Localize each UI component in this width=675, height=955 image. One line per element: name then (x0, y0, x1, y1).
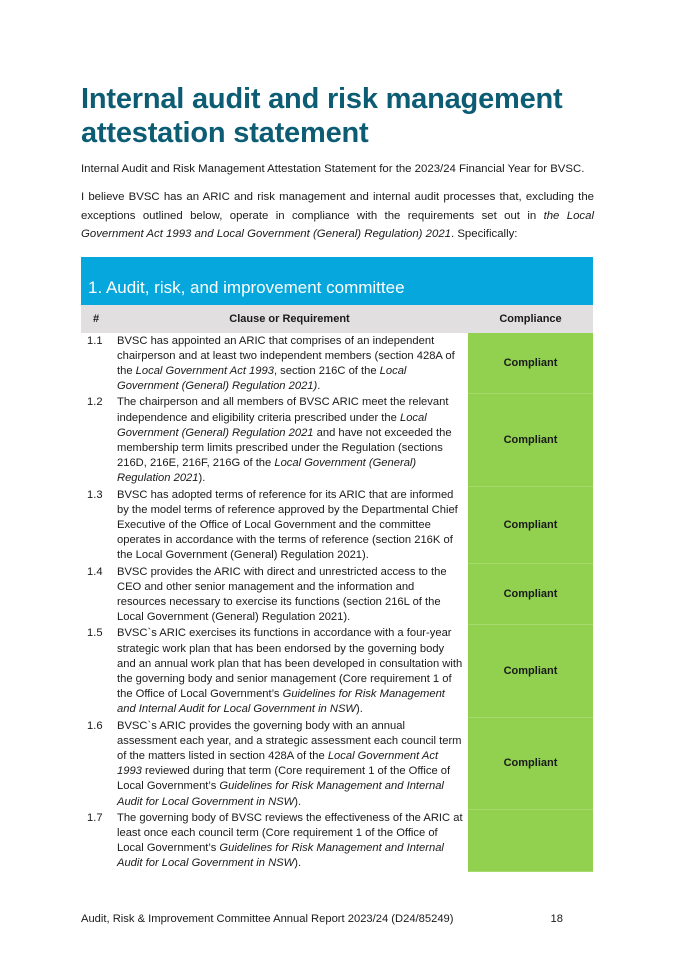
clause-text: reviewed during that term (Core requirement 1 of the Office of Local Government’s (117, 765, 451, 793)
compliance-status: Compliant (468, 564, 593, 626)
table-body (81, 333, 593, 872)
intro-legislation: the Local Government Act 1993 and Local Government (General) Regulation) 2021 (81, 209, 594, 240)
legislation-reference: Local Government (General) Regulation 2021 (117, 457, 417, 485)
clause-text: . (317, 380, 321, 393)
compliance-status: Compliant (468, 625, 593, 717)
table-row (81, 625, 593, 717)
clause-text: BVSC`s ARIC exercises its functions in accordance with a four-year strategic work plan that has been endorsed by the governing body and an annual work plan that has been developed in consultation with the governing body and senior management (Core requirement 1 of the Office of Local Government’s (117, 627, 463, 701)
legislation-reference: Local Government Act 1993 (117, 749, 439, 778)
row-clause (111, 394, 463, 486)
row-clause (111, 333, 463, 395)
subtitle: Internal Audit and Risk Management Attestation Statement for the 2023/24 Financial Year for BVSC. (81, 163, 585, 175)
table-row (81, 718, 593, 810)
page-title: Internal audit and risk management attestation statement (81, 83, 563, 149)
legislation-reference: Local Government (General) Regulation 2021 (117, 411, 427, 439)
clause-text: BVSC has appointed an ARIC that comprises of an independent chairperson and at least two independent members (section 428A of the (117, 334, 455, 377)
legislation-reference: Guidelines for Risk Management and Internal Audit for Local Government in NSW (117, 780, 444, 808)
row-clause (111, 810, 463, 872)
row-clause (111, 625, 463, 717)
row-number: 1.4 (87, 565, 103, 578)
clause-text: ). (356, 703, 363, 716)
clause-text: ). (294, 795, 302, 808)
row-clause (111, 564, 463, 626)
column-header-compliance: Compliance (499, 312, 562, 325)
table-row (81, 394, 593, 486)
row-number: 1.1 (87, 334, 103, 347)
table-row (81, 810, 593, 872)
row-clause (111, 718, 463, 810)
row-number: 1.7 (87, 811, 103, 824)
compliance-table (81, 257, 593, 872)
intro-text-after: . Specifically: (450, 228, 518, 240)
legislation-reference: Guidelines for Risk Management and Internal Audit for Local Government in NSW (117, 842, 444, 870)
column-header-number: # (92, 312, 100, 325)
row-number: 1.2 (87, 396, 103, 409)
column-header-row (81, 305, 593, 333)
compliance-status: Compliant (468, 394, 593, 486)
compliance-status: Compliant (468, 333, 593, 395)
compliance-status: Compliant (468, 487, 593, 564)
legislation-reference: Guidelines for Risk Management and Internal Audit for Local Government in NSW (117, 688, 445, 716)
footer-text: Audit, Risk & Improvement Committee Annual Report 2023/24 (D24/85249) (81, 912, 454, 925)
compliance-status: Compliant (468, 718, 593, 810)
legislation-reference: Local Government Act 1993 (135, 364, 274, 377)
clause-text: , section 216C of the (273, 364, 380, 377)
section-header (81, 257, 593, 305)
column-header-clause: Clause or Requirement (229, 312, 350, 325)
clause-text: BVSC provides the ARIC with direct and unrestricted access to the CEO and other senior management and the information and resources necessary to exercise its functions (section 216L of the Local Government (General) Regulation 2021). (117, 565, 447, 624)
page-number: 18 (550, 912, 563, 925)
row-number: 1.5 (87, 627, 103, 640)
clause-text: The chairperson and all members of BVSC ARIC meet the relevant independence and eligibility criteria prescribed under the (117, 396, 449, 424)
intro-paragraph (81, 188, 594, 244)
clause-text: BVSC`s ARIC provides the governing body with an annual assessment each year, and a strategic assessment each council term of the matters listed in section 428A of the (117, 719, 462, 762)
table-row (81, 564, 593, 626)
section-title: 1. Audit, risk, and improvement committee (88, 277, 405, 297)
table-row (81, 333, 593, 395)
compliance-status (468, 810, 593, 872)
clause-text: and have not exceeded the membership term limits prescribed under the Regulation (sections 216D, 216E, 216F, 216G of the (117, 426, 452, 470)
intro-text-before: I believe BVSC has an ARIC and risk management and internal audit processes that, excluding the exceptions outlined below, operate in compliance with the requirements set out in (81, 191, 594, 222)
legislation-reference: Local Government (General) Regulation 2021) (117, 364, 407, 393)
clause-text: ). (294, 857, 302, 870)
page-footer (81, 912, 593, 927)
clause-text: The governing body of BVSC reviews the effectiveness of the ARIC at least once each council term (Core requirement 1 of the Office of Local Government’s (117, 811, 463, 855)
clause-text: BVSC has adopted terms of reference for its ARIC that are informed by the model terms of reference approved by the Departmental Chief Executive of the Office of Local Government and the committee operates in accordance with the terms of reference (section 216K of the Local Government (General) Regulation 2021). (117, 488, 458, 562)
table-row (81, 487, 593, 564)
clause-text: ). (198, 472, 206, 485)
row-clause (111, 487, 463, 564)
row-number: 1.6 (87, 719, 103, 732)
row-number: 1.3 (87, 488, 103, 501)
